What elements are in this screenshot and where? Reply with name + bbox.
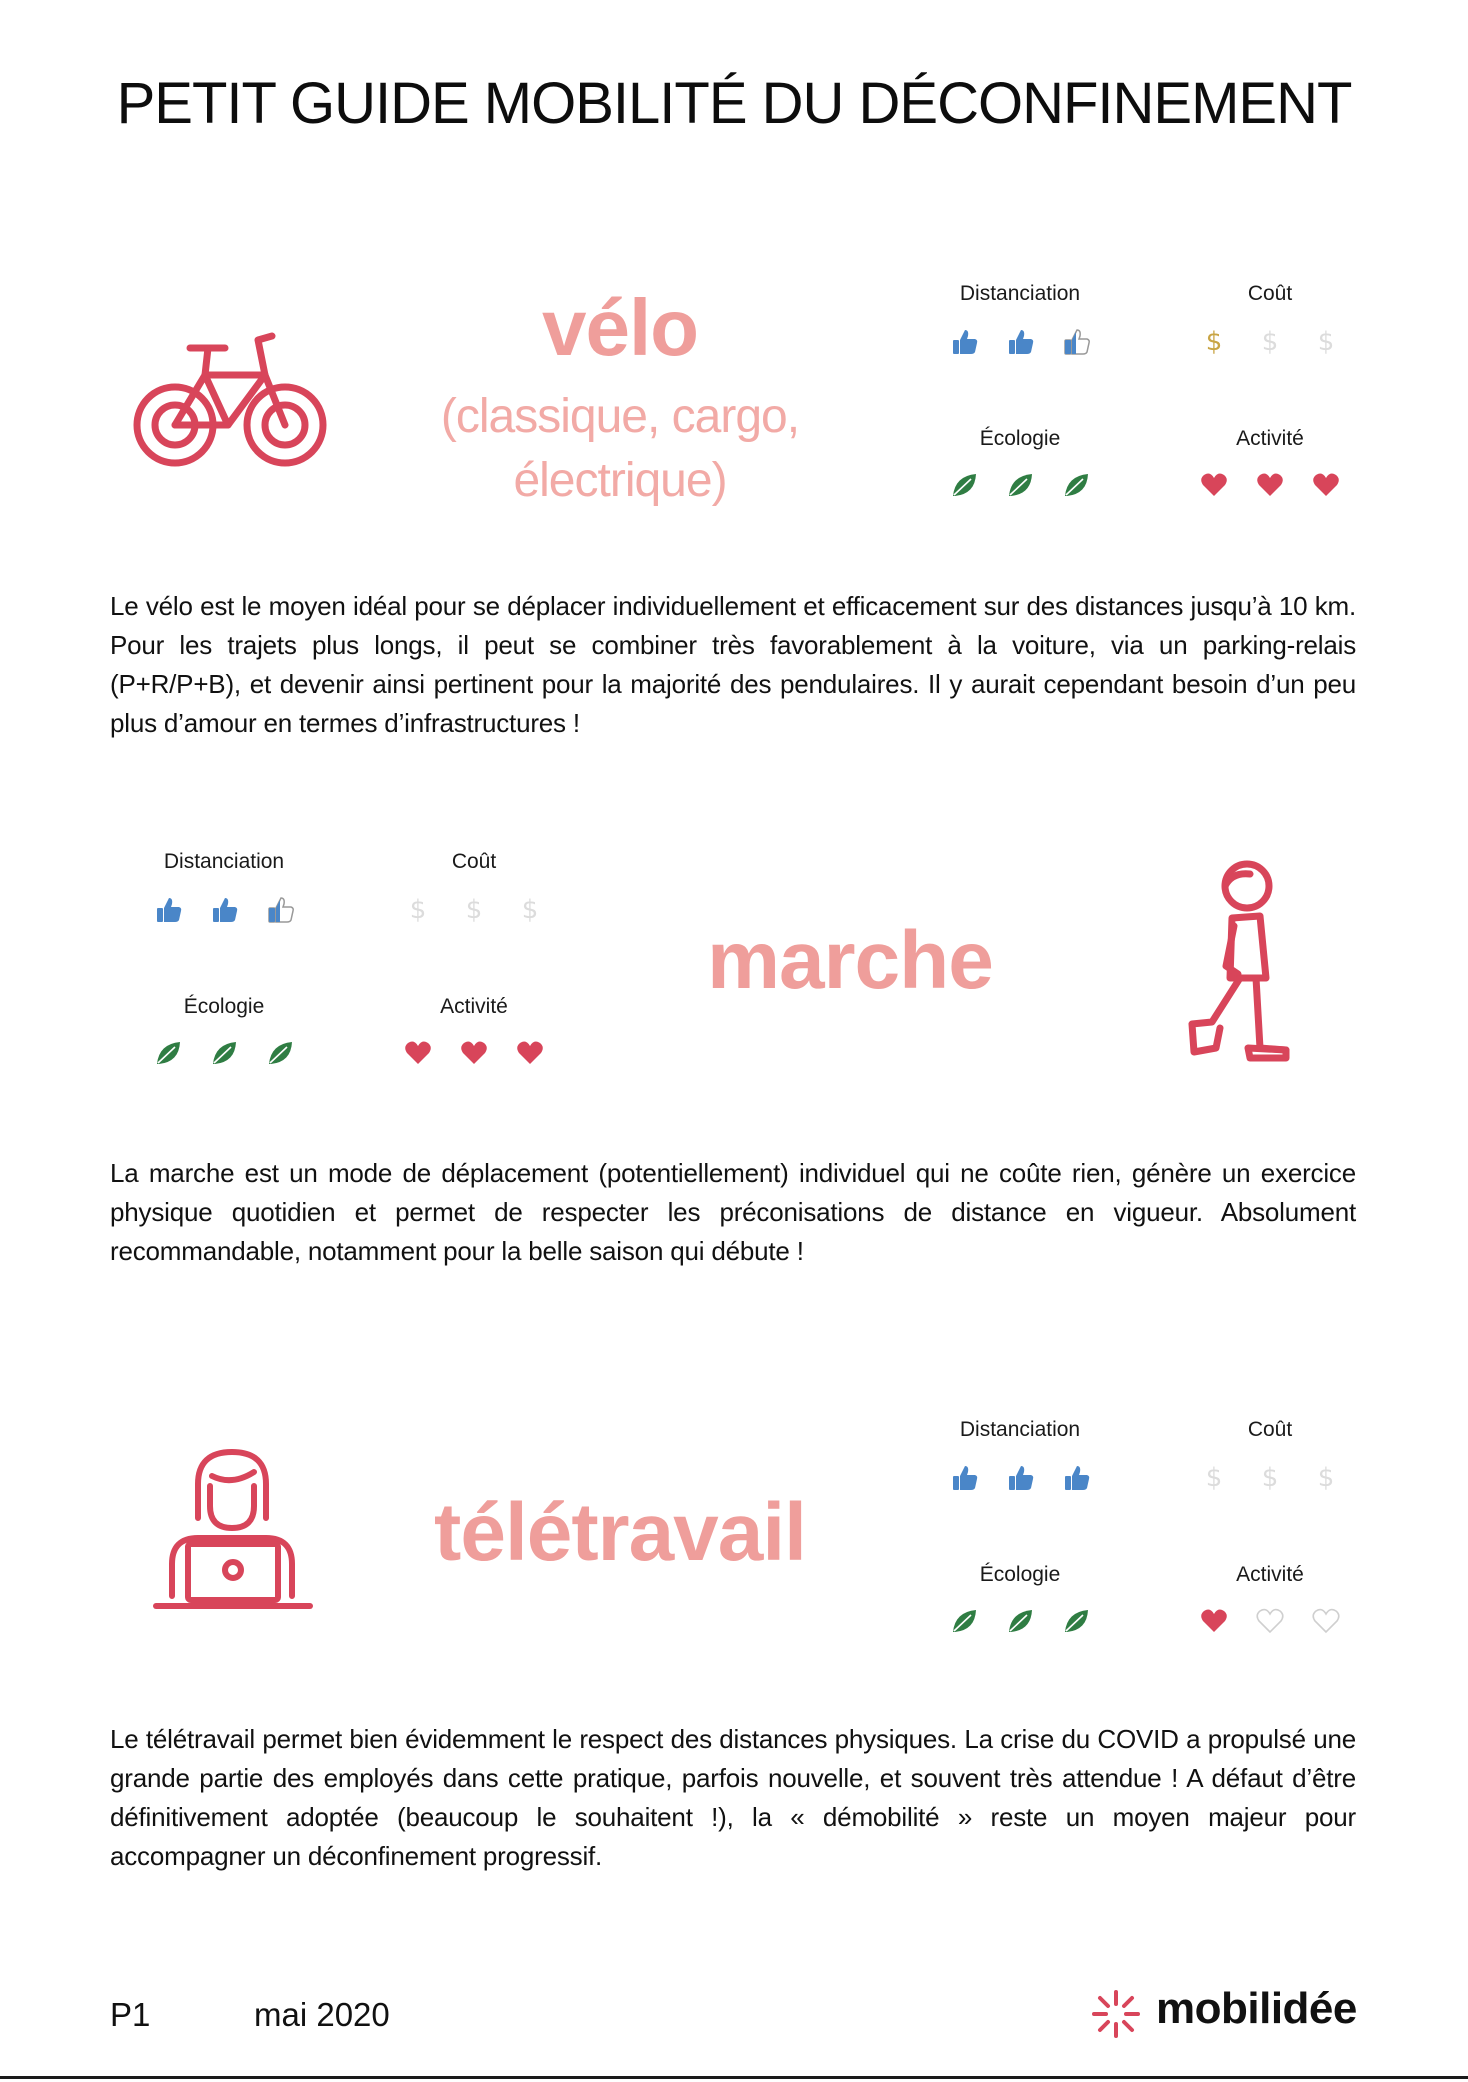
dollar-icon [459,894,489,924]
heart-icon [1199,1606,1229,1636]
velo-subtitle-line2: électrique) [513,454,727,507]
ecologie-label: Écologie [979,1563,1061,1586]
dollar-icon [515,894,545,924]
leaf-icon [265,1038,295,1068]
marche-title: marche [707,915,993,1006]
leaf-icon [1061,1606,1091,1636]
svg-text:$: $ [409,895,427,924]
activite-rating [1180,1606,1360,1636]
dollar-icon [1311,1462,1341,1492]
svg-text:$: $ [1317,327,1335,356]
marche-ratings [134,850,594,1080]
thumb-icon [209,894,239,924]
distanciation-rating [930,1462,1110,1492]
thumb-icon [949,1462,979,1492]
heart-icon [515,1038,545,1068]
leaf-icon [1005,470,1035,500]
bottom-rule [0,2076,1468,2079]
ecologie-label: Écologie [979,427,1061,450]
ecologie-rating [930,1606,1110,1636]
velo-title: vélo [541,283,699,372]
bicycle-icon [130,330,330,470]
ecologie-label: Écologie [183,995,265,1018]
heart-icon [403,1038,433,1068]
remote-worker-icon [150,1446,315,1614]
velo-ratings [930,282,1390,512]
dollar-icon [1255,1462,1285,1492]
distanciation-label: Distanciation [163,850,285,873]
ecologie-rating [930,470,1110,500]
heart-icon [1311,470,1341,500]
leaf-icon [153,1038,183,1068]
distanciation-label: Distanciation [959,1418,1081,1441]
cout-label: Coût [451,850,497,873]
activite-label: Activité [1236,1563,1304,1586]
teletravail-title: télétravail [434,1487,806,1578]
brand-name: mobilidée [1156,1984,1357,2033]
page-title: PETIT GUIDE MOBILITÉ DU DÉCONFINEMENT [116,71,1352,136]
brand-logo [1090,1984,1390,2044]
svg-text:$: $ [465,895,483,924]
svg-text:$: $ [1261,1463,1279,1492]
heart-icon [459,1038,489,1068]
activite-rating [1180,470,1360,500]
marche-paragraph: La marche est un mode de déplacement (potentiellement) individuel qui ne coûte rien, génère un exercice physique quotidien et permet de respecter les préconisations de distance en vigueur. Absolument recommandable, notamment pour la belle saison qui débute ! [110,1158,1356,1266]
walking-person-icon [1180,858,1290,1068]
footer-date: mai 2020 [254,1996,390,2033]
dollar-icon [403,894,433,924]
cout-label: Coût [1247,1418,1293,1441]
activite-rating [384,1038,564,1068]
teletravail-paragraph: Le télétravail permet bien évidemment le respect des distances physiques. La crise du COVID a propulsé une grande partie des employés dans cette pratique, parfois nouvelle, et souvent très attendue ! A défaut d’être définitivement adoptée (beaucoup le souhaitent !), la « démobilité » reste un moyen majeur pour accompagner un déconfinement progressif. [110,1724,1356,1871]
distanciation-label: Distanciation [959,282,1081,305]
activite-label: Activité [1236,427,1304,450]
leaf-icon [1005,1606,1035,1636]
dollar-icon [1255,326,1285,356]
velo-paragraph: Le vélo est le moyen idéal pour se déplacer individuellement et efficacement sur des distances jusqu’à 10 km. Pour les trajets plus longs, il peut se combiner très favorablement à la voiture, via un parking-relais (P+R/P+B), et devenir ainsi pertinent pour la majorité des pendulaires. Il y aurait cependant besoin d’un peu plus d’amour en termes d’infrastructures ! [110,591,1356,738]
thumb-icon [1061,1462,1091,1492]
thumb-icon [1005,326,1035,356]
activite-label: Activité [440,995,508,1018]
dollar-icon [1311,326,1341,356]
heart-icon [1199,470,1229,500]
cout-rating [1180,1462,1360,1492]
thumb-icon [153,894,183,924]
heart-icon [1255,470,1285,500]
cout-rating [384,894,564,924]
teletravail-ratings [930,1418,1390,1648]
thumb-icon [265,894,295,924]
svg-text:$: $ [1205,1463,1223,1492]
cout-label: Coût [1247,282,1293,305]
page-number: P1 [110,1996,151,2033]
velo-subtitle-line1: (classique, cargo, [440,390,800,443]
leaf-icon [949,470,979,500]
leaf-icon [949,1606,979,1636]
dollar-icon [1199,1462,1229,1492]
cout-rating [1180,326,1360,356]
thumb-icon [1005,1462,1035,1492]
thumb-icon [1061,326,1091,356]
dollar-icon [1199,326,1229,356]
leaf-icon [209,1038,239,1068]
svg-text:$: $ [1261,327,1279,356]
distanciation-rating [930,326,1110,356]
sparkle-icon [1090,1988,1142,2040]
heart-icon [1255,1606,1285,1636]
thumb-icon [949,326,979,356]
ecologie-rating [134,1038,314,1068]
svg-text:$: $ [1317,1463,1335,1492]
heart-icon [1311,1606,1341,1636]
distanciation-rating [134,894,314,924]
svg-text:$: $ [521,895,539,924]
svg-text:$: $ [1205,327,1223,356]
leaf-icon [1061,470,1091,500]
